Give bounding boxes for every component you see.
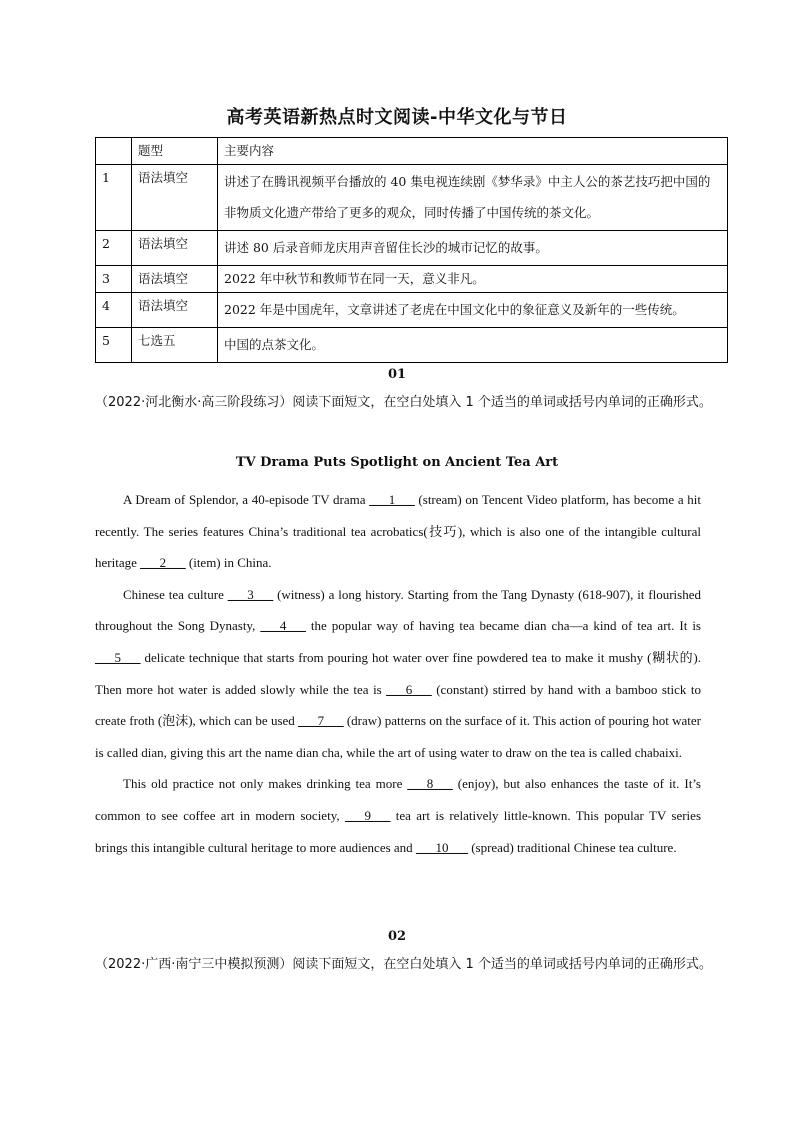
section-intro: （2022·广西·南宁三中模拟预测）阅读下面短文，在空白处填入 1 个适当的单词或括号内单词的正确形式。 [95,957,712,972]
main-content: 2022 年是中国虎年，文章讲述了老虎在中国文化中的象征意义及新年的一些传统。 [218,293,728,328]
main-content: 讲述了在腾讯视频平台播放的 40 集电视连续剧《梦华录》中主人公的茶艺技巧把中国的非物质文化遗产带给了更多的观众，同时传播了中国传统的茶文化。 [218,165,728,231]
blank-5: ___5___ [95,649,141,665]
text-run: A Dream of Splendor, a 40-episode TV drama [123,492,370,507]
row-number: 1 [96,165,132,231]
text-run: (item) in China. [185,555,272,571]
passage-body [95,484,701,863]
paragraph [95,484,701,579]
question-type: 七选五 [132,328,218,363]
blank-4: ___4___ [260,618,306,634]
question-type: 语法填空 [132,231,218,266]
section-number: 02 [387,929,407,944]
blank-2: ___2___ [140,555,186,571]
text-run: (spread) traditional Chinese tea culture. [467,839,677,855]
blank-9: ___9___ [344,807,391,823]
blank-7: ___7___ [298,713,344,729]
blank-3: ___3___ [227,586,274,602]
question-type: 语法填空 [132,293,218,328]
text-run: the popular way of having tea became dian cha—a kind of tea art. It is [305,618,701,634]
text-run: (witness) a long history. Starting from the Tang Dynasty (618-907), it flourished throughout the Song Dynasty, [95,586,701,634]
question-type: 语法填空 [132,266,218,293]
section-number: 01 [387,367,407,382]
paragraph [95,768,701,863]
blank-6: ___6___ [386,681,432,697]
row-number: 5 [96,328,132,363]
table-row [96,328,728,363]
text-run: delicate technique that starts from pouring hot water over fine powdered tea to make it mushy (糊状的). Then more hot water is added slowly while the tea is [95,649,701,697]
text-run: This old practice not only makes drinking tea more [123,776,408,792]
blank-8: ___8___ [407,776,453,792]
row-number: 2 [96,231,132,266]
table-header-cell: 主要内容 [218,138,728,165]
text-run: tea art is relatively little-known. This popular TV series brings this intangible cultural heritage to more audiences and [95,807,702,855]
paragraph [95,579,701,769]
main-content: 中国的点茶文化。 [218,328,728,363]
summary-table [95,137,728,363]
main-content: 讲述 80 后录音师龙庆用声音留住长沙的城市记忆的故事。 [218,231,728,266]
text-run: (enjoy), but also enhances the taste of it. It’s common to see coffee art in modern society, [95,776,701,823]
blank-10: ___10___ [415,839,468,855]
main-content: 2022 年中秋节和教师节在同一天，意义非凡。 [218,266,728,293]
table-row [96,165,728,231]
table-header-cell [96,138,132,165]
question-type: 语法填空 [132,165,218,231]
section-intro: （2022·河北衡水·高三阶段练习）阅读下面短文，在空白处填入 1 个适当的单词或括号内单词的正确形式。 [95,395,712,410]
text-run: Chinese tea culture [123,586,228,602]
table-row [96,266,728,293]
row-number: 3 [96,266,132,293]
text-run: (constant) stirred by hand with a bamboo stick to create froth (泡沫), which can be used [95,681,702,729]
table-header-cell: 题型 [132,138,218,165]
passage-title: TV Drama Puts Spotlight on Ancient Tea Art [235,455,559,470]
table-header-row [96,138,728,165]
row-number: 4 [96,293,132,328]
blank-1: ___1___ [369,492,415,507]
page-title: 高考英语新热点时文阅读-中华文化与节日 [226,107,568,128]
table-row [96,231,728,266]
text-run: (draw) patterns on the surface of it. This action of pouring hot water is called dian, giving this art the name dian cha, while the art of using water to draw on the tea is called chabaixi. [95,713,702,760]
text-run: (stream) on Tencent Video platform, has become a hit recently. The series features China’s traditional tea acrobatics(技巧), which is also one of the intangible cultural heritage [95,492,701,571]
table-row [96,293,728,328]
